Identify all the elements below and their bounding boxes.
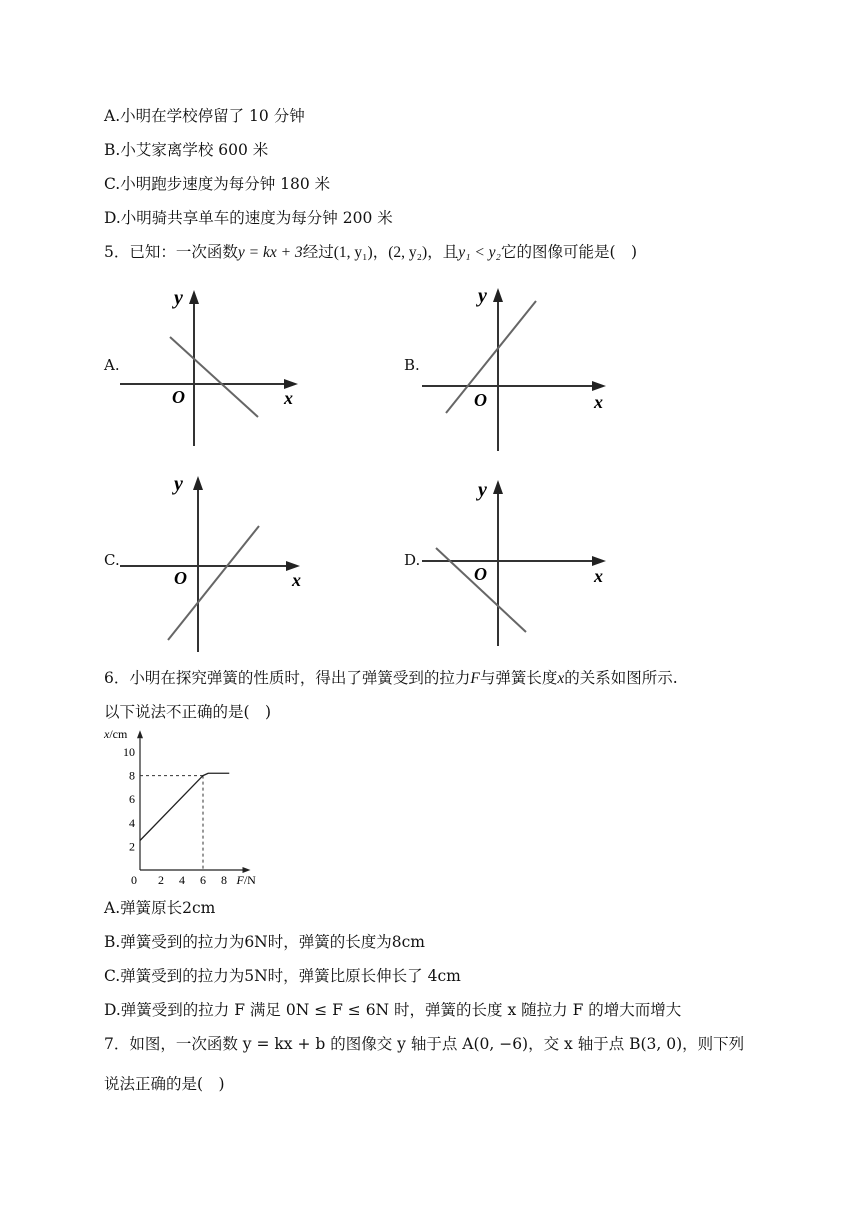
- q5-formula: y = kx + 3: [237, 244, 303, 261]
- q5-point1: (1, y₁): [333, 244, 373, 261]
- y-axis-arrow: [137, 730, 143, 738]
- q5-option-c-label: C.: [104, 551, 120, 569]
- y-tick-label: 4: [129, 815, 135, 830]
- y-tick-label: 2: [129, 839, 135, 854]
- q4-option-c: C.小明跑步速度为每分钟 180 米: [104, 175, 331, 193]
- q5-graph-a: [118, 284, 308, 449]
- x-axis-label: F/N: [236, 873, 256, 887]
- q5-graph-b: [420, 284, 610, 454]
- q5-option-b-label: B.: [404, 356, 420, 374]
- graph-a-y-label: y: [174, 287, 183, 309]
- graph-b-y-label: y: [478, 285, 487, 307]
- q6-stem-line1: [104, 666, 678, 688]
- graph-c-y-label: y: [174, 473, 183, 495]
- q5-suffix: 它的图像可能是( ): [500, 243, 638, 261]
- q4-option-d: D.小明骑共享单车的速度为每分钟 200 米: [104, 209, 393, 227]
- q5-mid2: ，且: [427, 243, 459, 261]
- y-tick-label: 8: [129, 768, 135, 783]
- q6-spring-chart: [100, 730, 280, 890]
- q7-stem-line2: 说法正确的是( ): [104, 1075, 225, 1093]
- x-tick-label: 4: [179, 873, 185, 887]
- q5-option-a-label: A.: [104, 356, 120, 374]
- q7-stem-line1: 7．如图，一次函数 y = kx + b 的图像交 y 轴于点 A(0, −6)，交 x 轴于点 B(3, 0)，则下列: [104, 1035, 745, 1053]
- x-tick-label: 6: [200, 873, 206, 887]
- q6-option-d: D.弹簧受到的拉力 F 满足 0N ≤ F ≤ 6N 时，弹簧的长度 x 随拉力 F 的增大而增大: [104, 1001, 682, 1019]
- graph-d-origin-label: O: [474, 564, 487, 584]
- q5-prefix: 5．已知：一次函数: [104, 243, 238, 261]
- q4-option-a: A.小明在学校停留了 10 分钟: [104, 107, 305, 125]
- x-tick-label: 8: [221, 873, 227, 887]
- graph-c-origin-label: O: [174, 568, 187, 588]
- y-axis-label: x/cm: [104, 730, 128, 742]
- graph-a-x-label: x: [284, 388, 293, 408]
- q6-stem-line2: 以下说法不正确的是( ): [104, 703, 272, 721]
- graph-c-x-label: x: [292, 570, 301, 590]
- graph-d-y-label: y: [478, 479, 487, 501]
- q6-var-x: x: [557, 670, 565, 687]
- q6-option-a: A.弹簧原长2cm: [104, 899, 216, 917]
- graph-d-x-label: x: [594, 566, 603, 586]
- y-tick-label: 6: [129, 792, 135, 807]
- q5-graph-d: [420, 474, 610, 649]
- q6-option-b: B.弹簧受到的拉力为6N时，弹簧的长度为8cm: [104, 933, 425, 951]
- graph-a-origin-label: O: [172, 387, 185, 407]
- q6-text-c: 的关系如图所示.: [564, 669, 678, 687]
- q6-var-f: F: [470, 670, 480, 687]
- spring-length-line: [140, 773, 229, 840]
- x-tick-label: 2: [158, 873, 164, 887]
- q5-option-d-label: D.: [404, 551, 421, 569]
- q5-stem: [104, 240, 637, 262]
- q4-option-b: B.小艾家离学校 600 米: [104, 141, 269, 159]
- q5-condition: y₁ < y₂: [458, 244, 501, 261]
- q6-text-a: 6．小明在探究弹簧的性质时，得出了弹簧受到的拉力: [104, 669, 471, 687]
- x-tick-label: 0: [131, 873, 137, 887]
- q5-point2: (2, y₂): [388, 244, 428, 261]
- q5-sep: ，: [372, 243, 389, 261]
- q6-text-b: 与弹簧长度: [479, 669, 558, 687]
- graph-b-origin-label: O: [474, 390, 487, 410]
- q6-option-c: C.弹簧受到的拉力为5N时，弹簧比原长伸长了 4cm: [104, 967, 461, 985]
- graph-b-x-label: x: [594, 392, 603, 412]
- y-tick-label: 10: [123, 745, 135, 759]
- q5-mid1: 经过: [302, 243, 334, 261]
- q5-graph-c: [118, 470, 308, 655]
